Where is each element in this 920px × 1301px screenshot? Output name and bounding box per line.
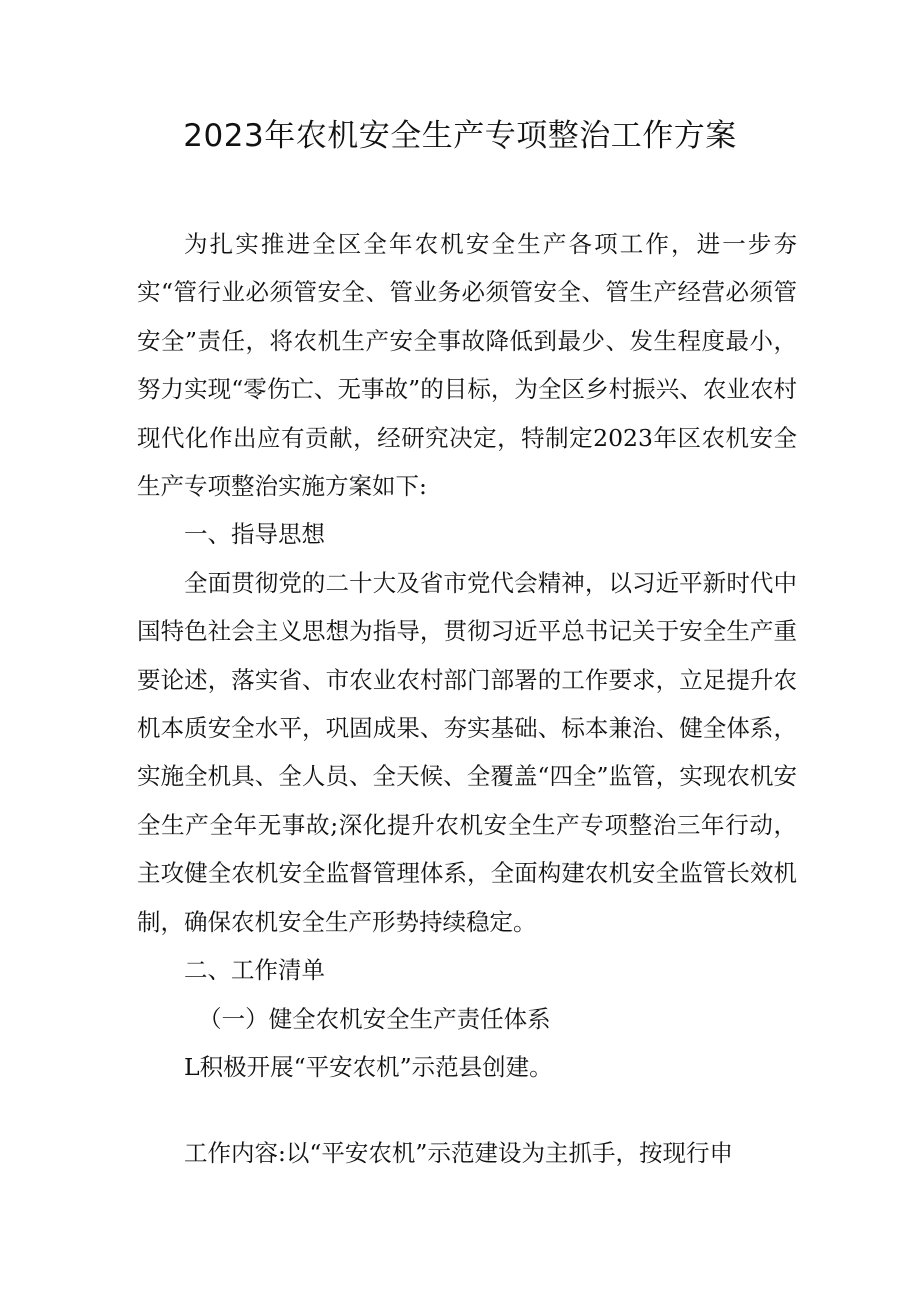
subsection-heading-responsibility-system: （一）健全农机安全生产责任体系 [198, 1004, 551, 1033]
section-heading-work-list: 二、工作清单 [184, 956, 325, 985]
document-body [137, 220, 797, 1178]
work-content-paragraph: 工作内容:以“平安农机”示范建设为主抓手，按现行申 [184, 1139, 733, 1168]
intro-paragraph: 为扎实推进全区全年农机安全生产各项工作，进一步夯实“管行业必须管安全、管业务必须管安全、管生产经营必须管安全”责任，将农机生产安全事故降低到最少、发生程度最小，努力实现“零伤亡、无事故”的目标，为全区乡村振兴、农业农村现代化作出应有贡献，经研究决定，特制定2023年区农机安全生产专项整治实施方案如下: [137, 230, 797, 501]
section-heading-guiding-ideology: 一、指导思想 [184, 520, 325, 549]
guiding-ideology-paragraph: 全面贯彻党的二十大及省市党代会精神，以习近平新时代中国特色社会主义思想为指导，贯彻习近平总书记关于安全生产重要论述，落实省、市农业农村部门部署的工作要求，立足提升农机本质安全水平，巩固成果、夯实基础、标本兼治、健全体系，实施全机具、全人员、全天候、全覆盖“四全”监管，实现农机安全生产全年无事故;深化提升农机安全生产专项整治三年行动，主攻健全农机安全监督管理体系，全面构建农机安全监管长效机制，确保农机安全生产形势持续稳定。 [137, 568, 797, 936]
document-title: 2023年农机安全生产专项整治工作方案 [183, 118, 737, 154]
work-item-1: L积极开展“平安农机”示范县创建。 [184, 1052, 553, 1081]
